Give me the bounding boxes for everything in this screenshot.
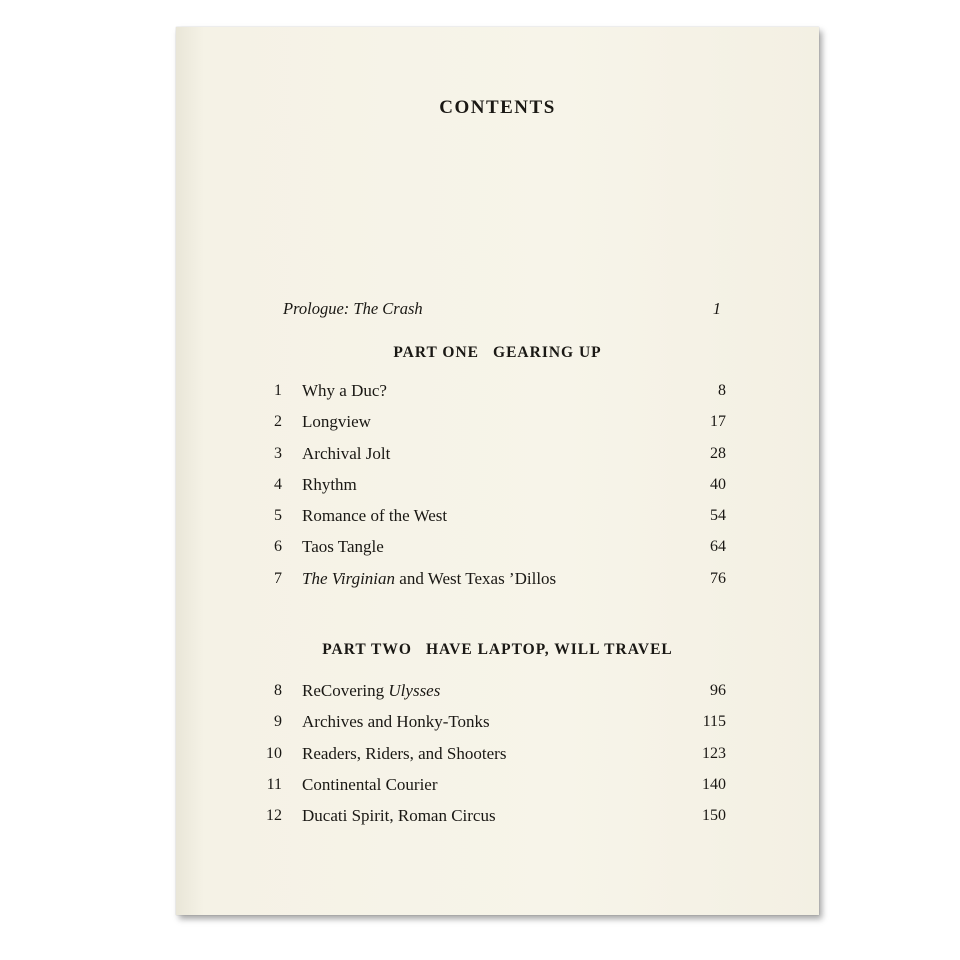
chapter-entry[interactable]	[242, 800, 726, 831]
chapter-title-rest: ReCovering	[302, 681, 389, 700]
chapter-page: 76	[710, 569, 726, 587]
chapter-title-rest: and West Texas ’Dillos	[395, 568, 557, 588]
part-two-chapter-list	[242, 675, 726, 831]
book-page	[176, 27, 819, 915]
chapter-entry[interactable]	[242, 406, 726, 437]
chapter-title: Continental Courier	[302, 774, 438, 794]
chapter-title-italic: Ulysses	[388, 681, 441, 700]
chapter-number: 5	[274, 507, 282, 525]
chapter-number: 6	[274, 538, 282, 556]
chapter-page: 54	[710, 507, 726, 525]
part-one-heading	[176, 344, 819, 362]
chapter-title: Archives and Honky-Tonks	[302, 712, 490, 732]
chapter-entry[interactable]	[242, 706, 726, 737]
chapter-entry[interactable]	[242, 500, 726, 531]
chapter-title	[282, 675, 666, 706]
chapter-number: 3	[274, 444, 282, 462]
chapter-title: Ducati Spirit, Roman Circus	[302, 806, 496, 826]
prologue-entry[interactable]	[283, 299, 721, 319]
page-title: CONTENTS	[439, 97, 556, 118]
part-two-heading	[176, 641, 819, 659]
chapter-page: 123	[702, 744, 726, 762]
chapter-title-italic: The Virginian	[302, 568, 396, 588]
chapter-page: 28	[710, 444, 726, 462]
chapter-page: 8	[718, 382, 726, 399]
chapter-title: Rhythm	[302, 474, 357, 494]
chapter-number: 8	[274, 682, 282, 699]
chapter-page: 40	[710, 475, 726, 493]
chapter-title: Readers, Riders, and Shooters	[302, 743, 507, 763]
chapter-title: Why a Duc?	[302, 381, 387, 400]
chapter-title: Romance of the West	[302, 506, 448, 526]
chapter-number: 2	[274, 413, 282, 431]
chapter-entry[interactable]	[242, 675, 726, 706]
chapter-entry[interactable]	[242, 738, 726, 769]
chapter-page: 115	[702, 713, 726, 731]
chapter-title: Archival Jolt	[302, 443, 391, 463]
part-name: HAVE LAPTOP, WILL TRAVEL	[425, 641, 673, 658]
part-number: PART TWO	[322, 641, 412, 658]
chapter-title: Longview	[302, 412, 371, 432]
prologue-title: Prologue: The Crash	[283, 299, 423, 318]
chapter-entry[interactable]	[242, 769, 726, 800]
chapter-entry[interactable]	[242, 469, 726, 500]
chapter-number: 7	[274, 569, 282, 587]
chapter-number: 1	[274, 382, 282, 399]
chapter-number: 10	[266, 744, 282, 762]
chapter-page: 64	[710, 538, 726, 556]
chapter-page: 150	[702, 807, 726, 825]
part-one-chapter-list	[242, 375, 726, 594]
chapter-page: 140	[702, 775, 726, 793]
chapter-entry[interactable]	[242, 375, 726, 406]
part-number: PART ONE	[393, 344, 480, 361]
chapter-number: 12	[266, 807, 282, 825]
chapter-entry[interactable]	[242, 438, 726, 469]
chapter-entry[interactable]	[242, 531, 726, 562]
chapter-number: 9	[274, 713, 282, 731]
chapter-title	[282, 563, 666, 594]
chapter-page: 96	[710, 682, 726, 699]
prologue-page: 1	[712, 299, 721, 318]
chapter-title: Taos Tangle	[302, 537, 384, 557]
part-name: GEARING UP	[493, 344, 602, 361]
chapter-number: 4	[274, 475, 282, 493]
chapter-number: 11	[266, 775, 282, 793]
chapter-entry[interactable]	[242, 563, 726, 594]
chapter-page: 17	[710, 413, 726, 431]
